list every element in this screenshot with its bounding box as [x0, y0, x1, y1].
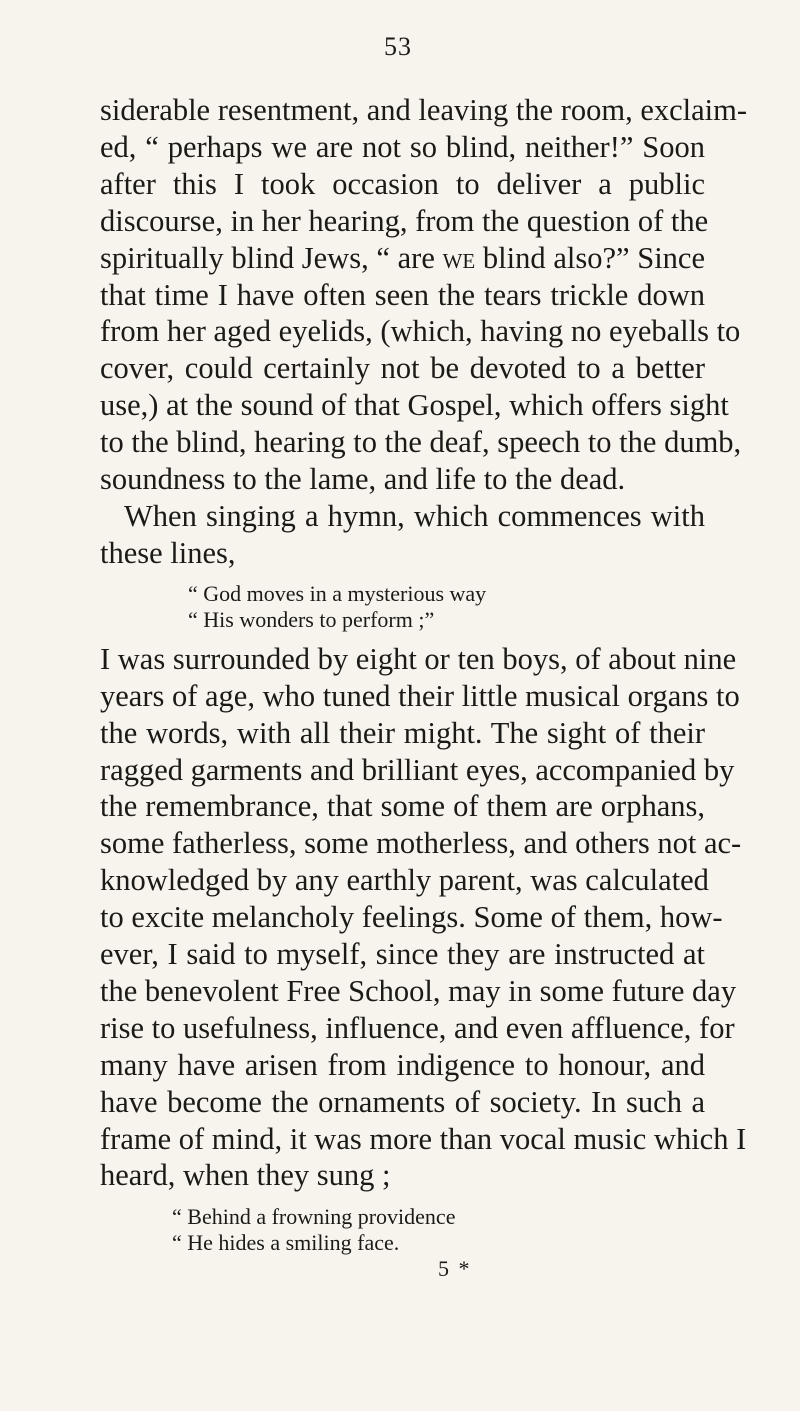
- text-line: years of age, who tuned their little musical organs to: [100, 678, 740, 713]
- text-line: knowledged by any earthly parent, was calculated: [100, 863, 709, 898]
- text-line: to excite melancholy feelings. Some of them, how-: [100, 900, 723, 935]
- verse-line: “ Behind a frowning providence: [172, 1204, 456, 1230]
- text-fragment: blind also?” Since: [475, 240, 705, 275]
- page-number: 53: [384, 32, 412, 61]
- text-line: [100, 240, 705, 277]
- text-line: discourse, in her hearing, from the question of the: [100, 203, 709, 238]
- text-line: the benevolent Free School, may in some future day: [100, 973, 737, 1008]
- text-line: from her aged eyelids, (which, having no eyeballs to: [100, 314, 741, 349]
- text-line: to the blind, hearing to the deaf, speech to the dumb,: [100, 425, 742, 460]
- text-fragment: spiritually blind Jews, “ are: [100, 240, 443, 275]
- text-line: cover, could certainly not be devoted to a better: [100, 351, 705, 386]
- verse-line: “ He hides a smiling face.: [172, 1230, 400, 1256]
- text-line: the remembrance, that some of them are orphans,: [100, 789, 705, 824]
- text-line: many have arisen from indigence to honour, and: [100, 1047, 705, 1082]
- text-line: frame of mind, it was more than vocal music which I: [100, 1121, 747, 1156]
- text-line: ed, “ perhaps we are not so blind, neither!” Soon: [100, 129, 705, 164]
- text-line: use,) at the sound of that Gospel, which offers sight: [100, 388, 729, 423]
- text-line: the words, with all their might. The sight of their: [100, 715, 705, 750]
- page-body: [100, 92, 748, 1282]
- text-line: I was surrounded by eight or ten boys, of about nine: [100, 641, 737, 676]
- text-line: have become the ornaments of society. In such a: [100, 1084, 705, 1119]
- text-line: ragged garments and brilliant eyes, accompanied by: [100, 752, 735, 787]
- text-line: When singing a hymn, which commences with: [124, 498, 705, 533]
- text-line: some fatherless, some motherless, and others not ac-: [100, 826, 742, 861]
- text-line: these lines,: [100, 535, 236, 570]
- text-line: soundness to the lame, and life to the dead.: [100, 462, 626, 497]
- verse-line: “ God moves in a mysterious way: [188, 580, 487, 606]
- text-line: rise to usefulness, influence, and even affluence, for: [100, 1010, 735, 1045]
- text-line: heard, when they sung ;: [100, 1158, 391, 1193]
- signature-mark: 5 *: [438, 1256, 472, 1282]
- text-line: that time I have often seen the tears trickle down: [100, 277, 705, 312]
- text-line: ever, I said to myself, since they are instructed at: [100, 937, 705, 972]
- text-line: after this I took occasion to deliver a public: [100, 166, 705, 201]
- text-line: siderable resentment, and leaving the room, exclaim-: [100, 93, 748, 127]
- verse-line: “ His wonders to perform ;”: [188, 606, 435, 632]
- small-caps-word: we: [442, 240, 476, 275]
